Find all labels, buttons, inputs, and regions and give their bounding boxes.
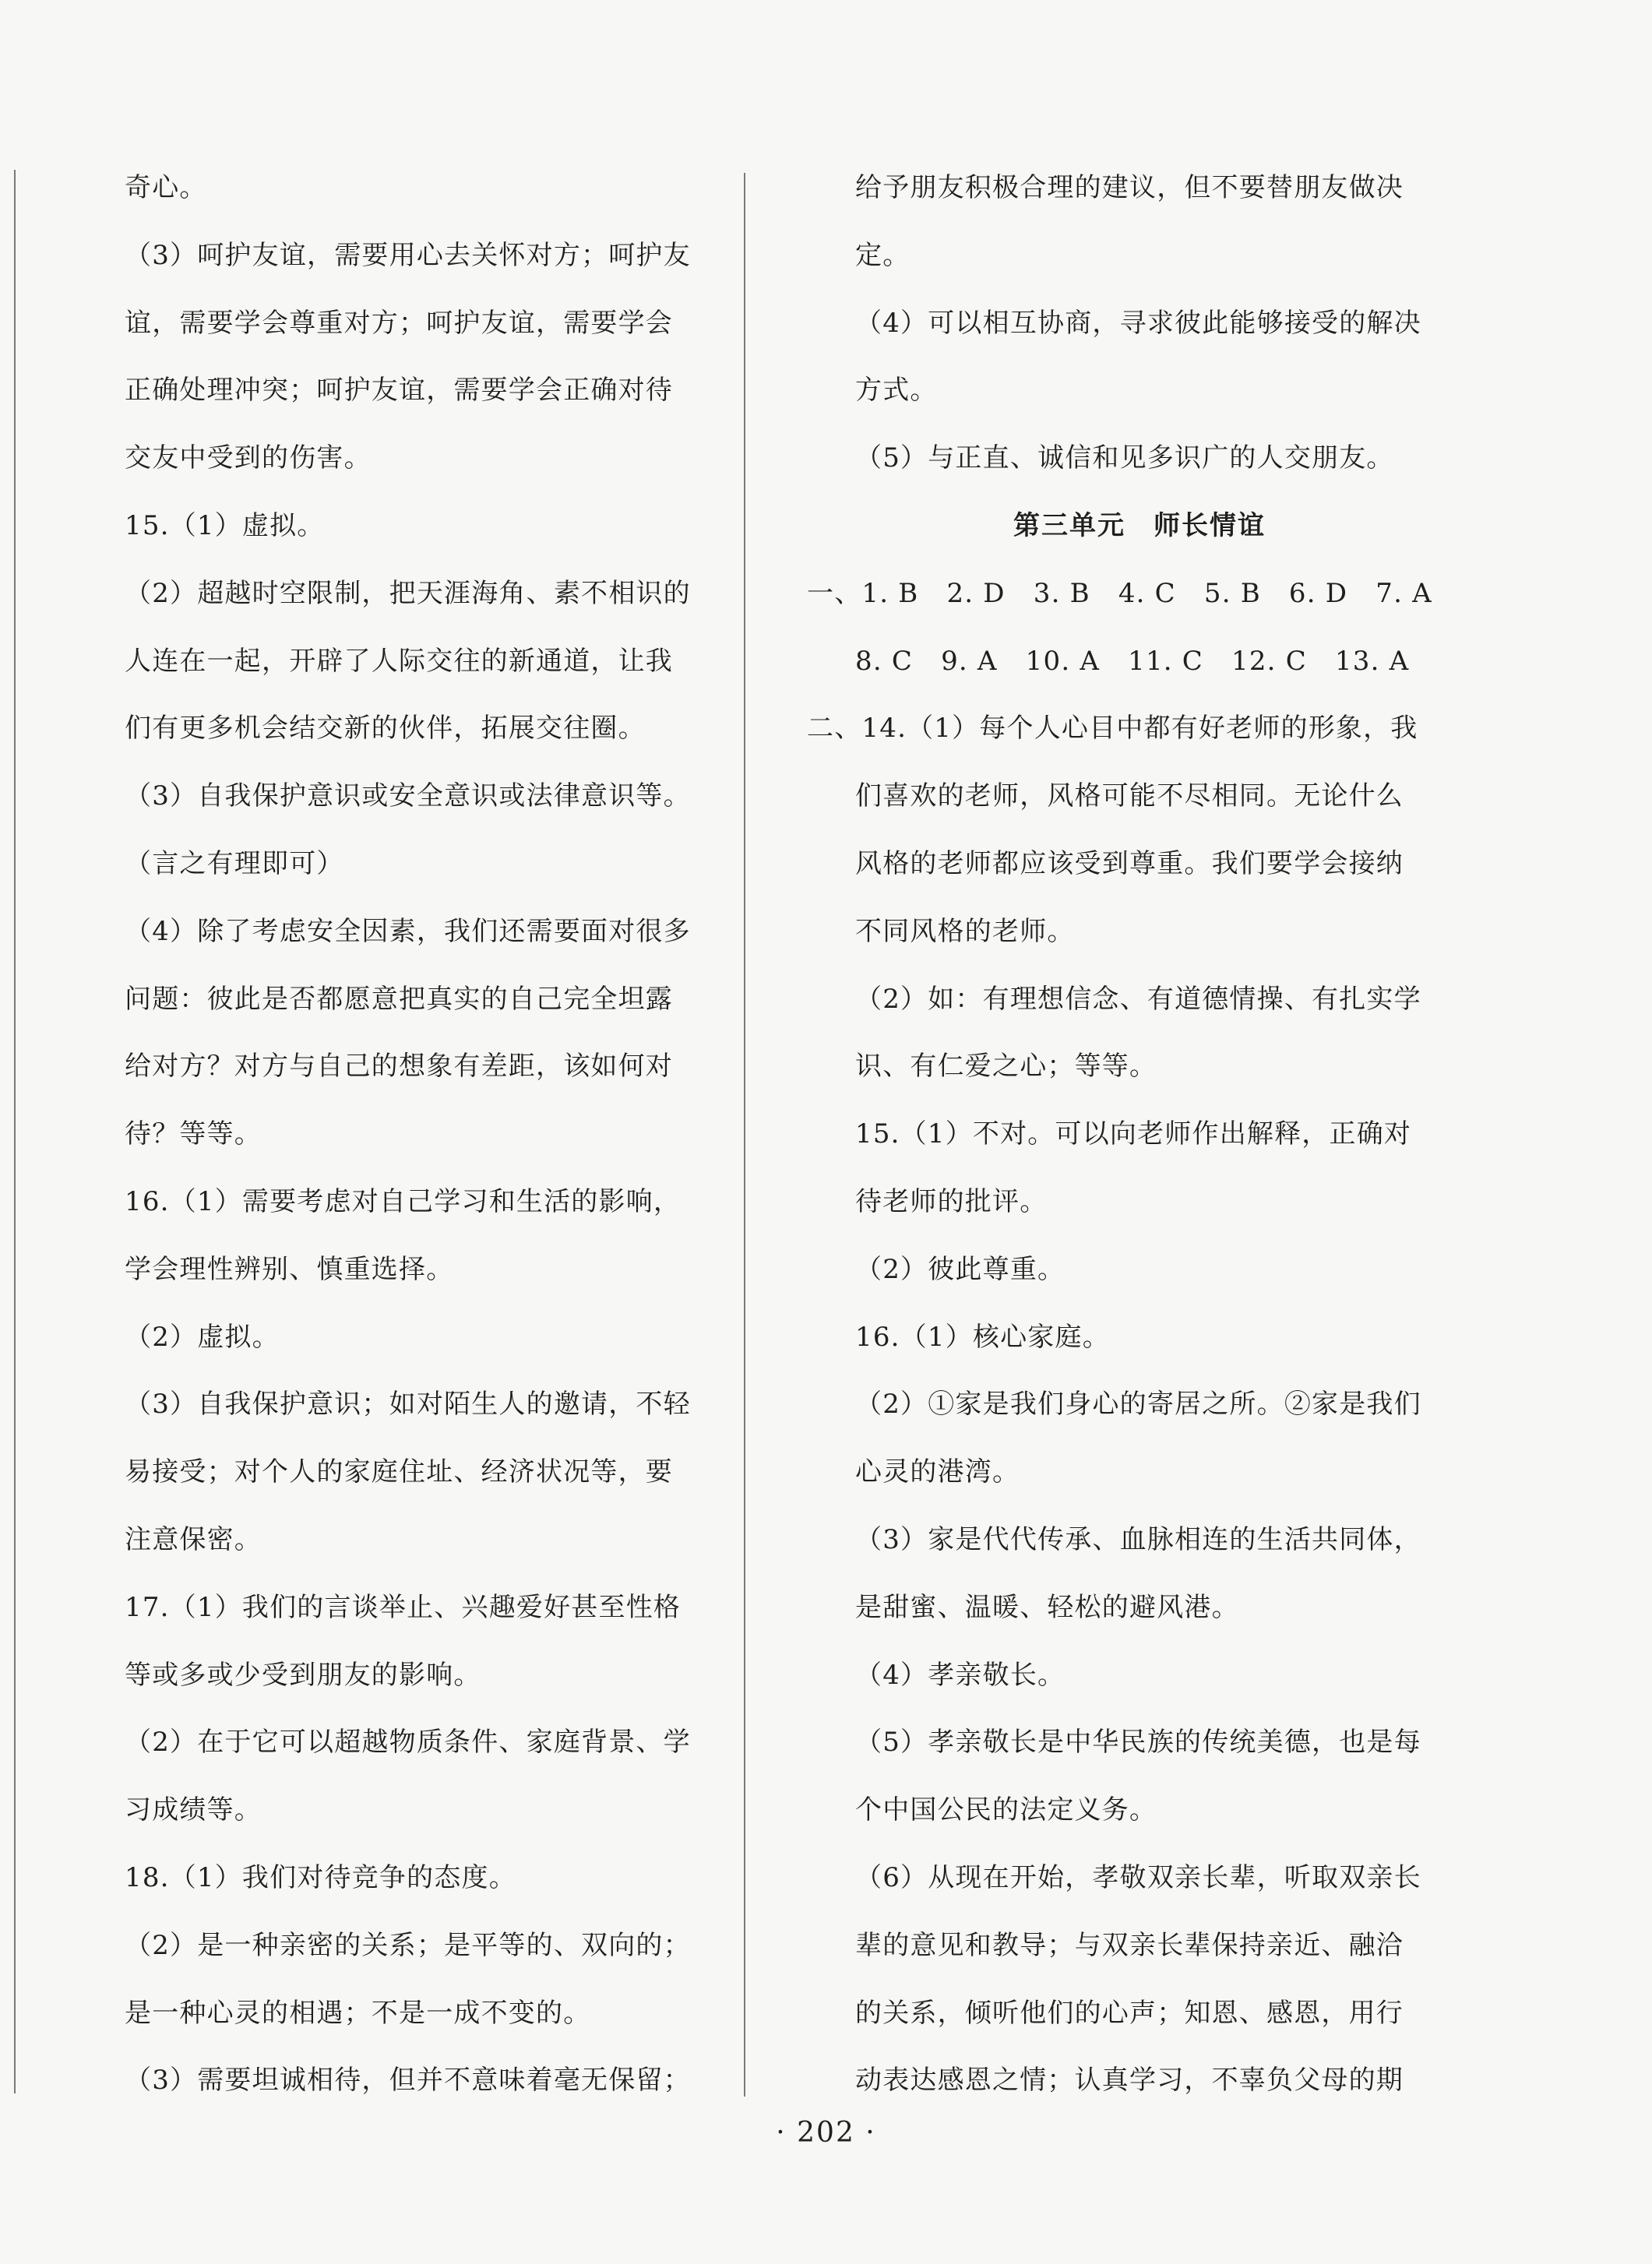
- left-text-line: （2）虚拟。: [125, 1321, 280, 1353]
- right-text-line: 辈的意见和教导；与双亲长辈保持亲近、融洽: [855, 1929, 1404, 1961]
- right-text-line: 们喜欢的老师，风格可能不尽相同。无论什么: [855, 780, 1404, 812]
- left-text-line: 注意保密。: [125, 1523, 262, 1555]
- right-text-line: （5）孝亲敬长是中华民族的传统美德，也是每: [855, 1727, 1421, 1759]
- left-text-line: 人连在一起，开辟了人际交往的新通道，让我: [125, 645, 673, 677]
- left-text-line: 学会理性辨别、慎重选择。: [125, 1253, 454, 1285]
- right-text-line: 识、有仁爱之心；等等。: [855, 1051, 1157, 1083]
- right-text-line: 待老师的批评。: [855, 1185, 1048, 1217]
- right-text-line: （3）家是代代传承、血脉相连的生活共同体，: [855, 1523, 1421, 1555]
- left-text-line: （2）超越时空限制，把天涯海角、素不相识的: [125, 577, 691, 609]
- left-text-line: 交友中受到的伤害。: [125, 442, 372, 474]
- choice-answer: 8. C: [855, 645, 914, 677]
- right-text-line: （6）从现在开始，孝敬双亲长辈，听取双亲长: [855, 1861, 1421, 1893]
- right-text-line: 15.（1）不对。可以向老师作出解释，正确对: [855, 1118, 1412, 1150]
- choice-answer: 13. A: [1334, 645, 1410, 677]
- left-text-line: （3）需要坦诚相待，但并不意味着毫无保留；: [125, 2065, 691, 2097]
- choice-answer: 11. C: [1128, 645, 1204, 677]
- right-text-line: 动表达感恩之情；认真学习，不辜负父母的期: [855, 2065, 1404, 2097]
- left-text-line: 待？等等。: [125, 1118, 262, 1150]
- right-top-block: [855, 154, 1424, 492]
- left-text-line: （3）呵护友谊，需要用心去关怀对方；呵护友: [125, 239, 691, 271]
- right-text-line: （4）孝亲敬长。: [855, 1659, 1066, 1691]
- choice-answer: 1. B: [861, 577, 919, 609]
- left-text-line: 习成绩等。: [125, 1794, 262, 1826]
- right-text-line: 16.（1）核心家庭。: [855, 1321, 1110, 1353]
- right-text-line: 风格的老师都应该受到尊重。我们要学会接纳: [855, 847, 1404, 879]
- right-text-line: （2）如：有理想信念、有道德情操、有扎实学: [855, 983, 1421, 1015]
- right-text-line: 个中国公民的法定义务。: [855, 1794, 1157, 1826]
- right-text-line: 方式。: [855, 375, 938, 407]
- right-text-line: 心灵的港湾。: [855, 1456, 1020, 1488]
- choice-answer: 5. B: [1203, 577, 1261, 609]
- choice-answer: 4. C: [1118, 577, 1176, 609]
- left-text-line: 易接受；对个人的家庭住址、经济状况等，要: [125, 1456, 673, 1488]
- right-text-line: 给予朋友积极合理的建议，但不要替朋友做决: [855, 172, 1404, 203]
- right-text-line: 是甜蜜、温暖、轻松的避风港。: [855, 1591, 1239, 1623]
- right-text-line: （2）彼此尊重。: [855, 1253, 1066, 1285]
- page-number: · 202 ·: [776, 2117, 876, 2149]
- choice-answer: 2. D: [946, 577, 1006, 609]
- column-divider: [744, 173, 745, 2097]
- right-text-line: （5）与正直、诚信和见多识广的人交朋友。: [855, 442, 1394, 474]
- right-text-line: 二、14.（1）每个人心目中都有好老师的形象，我: [807, 713, 1418, 745]
- left-text-line: 17.（1）我们的言谈举止、兴趣爱好甚至性格: [125, 1591, 682, 1623]
- section-heading: 第三单元 师长情谊: [1013, 509, 1266, 541]
- left-text-line: （3）自我保护意识；如对陌生人的邀请，不轻: [125, 1389, 691, 1421]
- choice-answers-row-1: [807, 560, 1432, 628]
- left-text-line: （3）自我保护意识或安全意识或法律意识等。: [125, 780, 691, 812]
- choice-answer: 6. D: [1288, 577, 1348, 609]
- left-text-line: 是一种心灵的相遇；不是一成不变的。: [125, 1997, 591, 2029]
- left-text-line: 正确处理冲突；呵护友谊，需要学会正确对待: [125, 375, 673, 407]
- choice-answers-row-2: [855, 628, 1424, 695]
- left-text-line: 18.（1）我们对待竞争的态度。: [125, 1861, 516, 1893]
- left-text-line: 们有更多机会结交新的伙伴，拓展交往圈。: [125, 713, 646, 745]
- right-column: [807, 154, 1432, 2114]
- left-text-line: 等或多或少受到朋友的影响。: [125, 1659, 481, 1691]
- right-text-line: 定。: [855, 239, 911, 271]
- left-column: [125, 154, 693, 2114]
- left-text-line: 15.（1）虚拟。: [125, 509, 325, 541]
- right-bottom-block: [855, 762, 1424, 2114]
- left-text-line: 16.（1）需要考虑对自己学习和生活的影响，: [125, 1185, 682, 1217]
- choice-answer: 9. A: [941, 645, 998, 677]
- choice-answer: 12. C: [1231, 645, 1307, 677]
- choice-answer: 10. A: [1025, 645, 1101, 677]
- left-text-line: （2）是一种亲密的关系；是平等的、双向的；: [125, 1929, 691, 1961]
- right-text-line: （2）①家是我们身心的寄居之所。②家是我们: [855, 1389, 1421, 1421]
- left-text-line: 奇心。: [125, 172, 207, 203]
- left-text-line: （言之有理即可）: [125, 847, 344, 879]
- left-text-line: （4）除了考虑安全因素，我们还需要面对很多: [125, 915, 691, 947]
- right-text-line: 不同风格的老师。: [855, 915, 1075, 947]
- choice-prefix: 一、: [807, 577, 862, 609]
- left-text-line: 给对方？对方与自己的想象有差距，该如何对: [125, 1051, 673, 1083]
- left-text-line: （2）在于它可以超越物质条件、家庭背景、学: [125, 1727, 691, 1759]
- choice-answer: 7. A: [1375, 577, 1432, 609]
- left-text-line: 问题：彼此是否都愿意把真实的自己完全坦露: [125, 983, 673, 1015]
- choice-answer: 3. B: [1033, 577, 1090, 609]
- left-margin-rule: [14, 170, 16, 2093]
- left-text-line: 谊，需要学会尊重对方；呵护友谊，需要学会: [125, 307, 673, 339]
- right-text-line: 的关系，倾听他们的心声；知恩、感恩，用行: [855, 1997, 1404, 2029]
- right-text-line: （4）可以相互协商，寻求彼此能够接受的解决: [855, 307, 1421, 339]
